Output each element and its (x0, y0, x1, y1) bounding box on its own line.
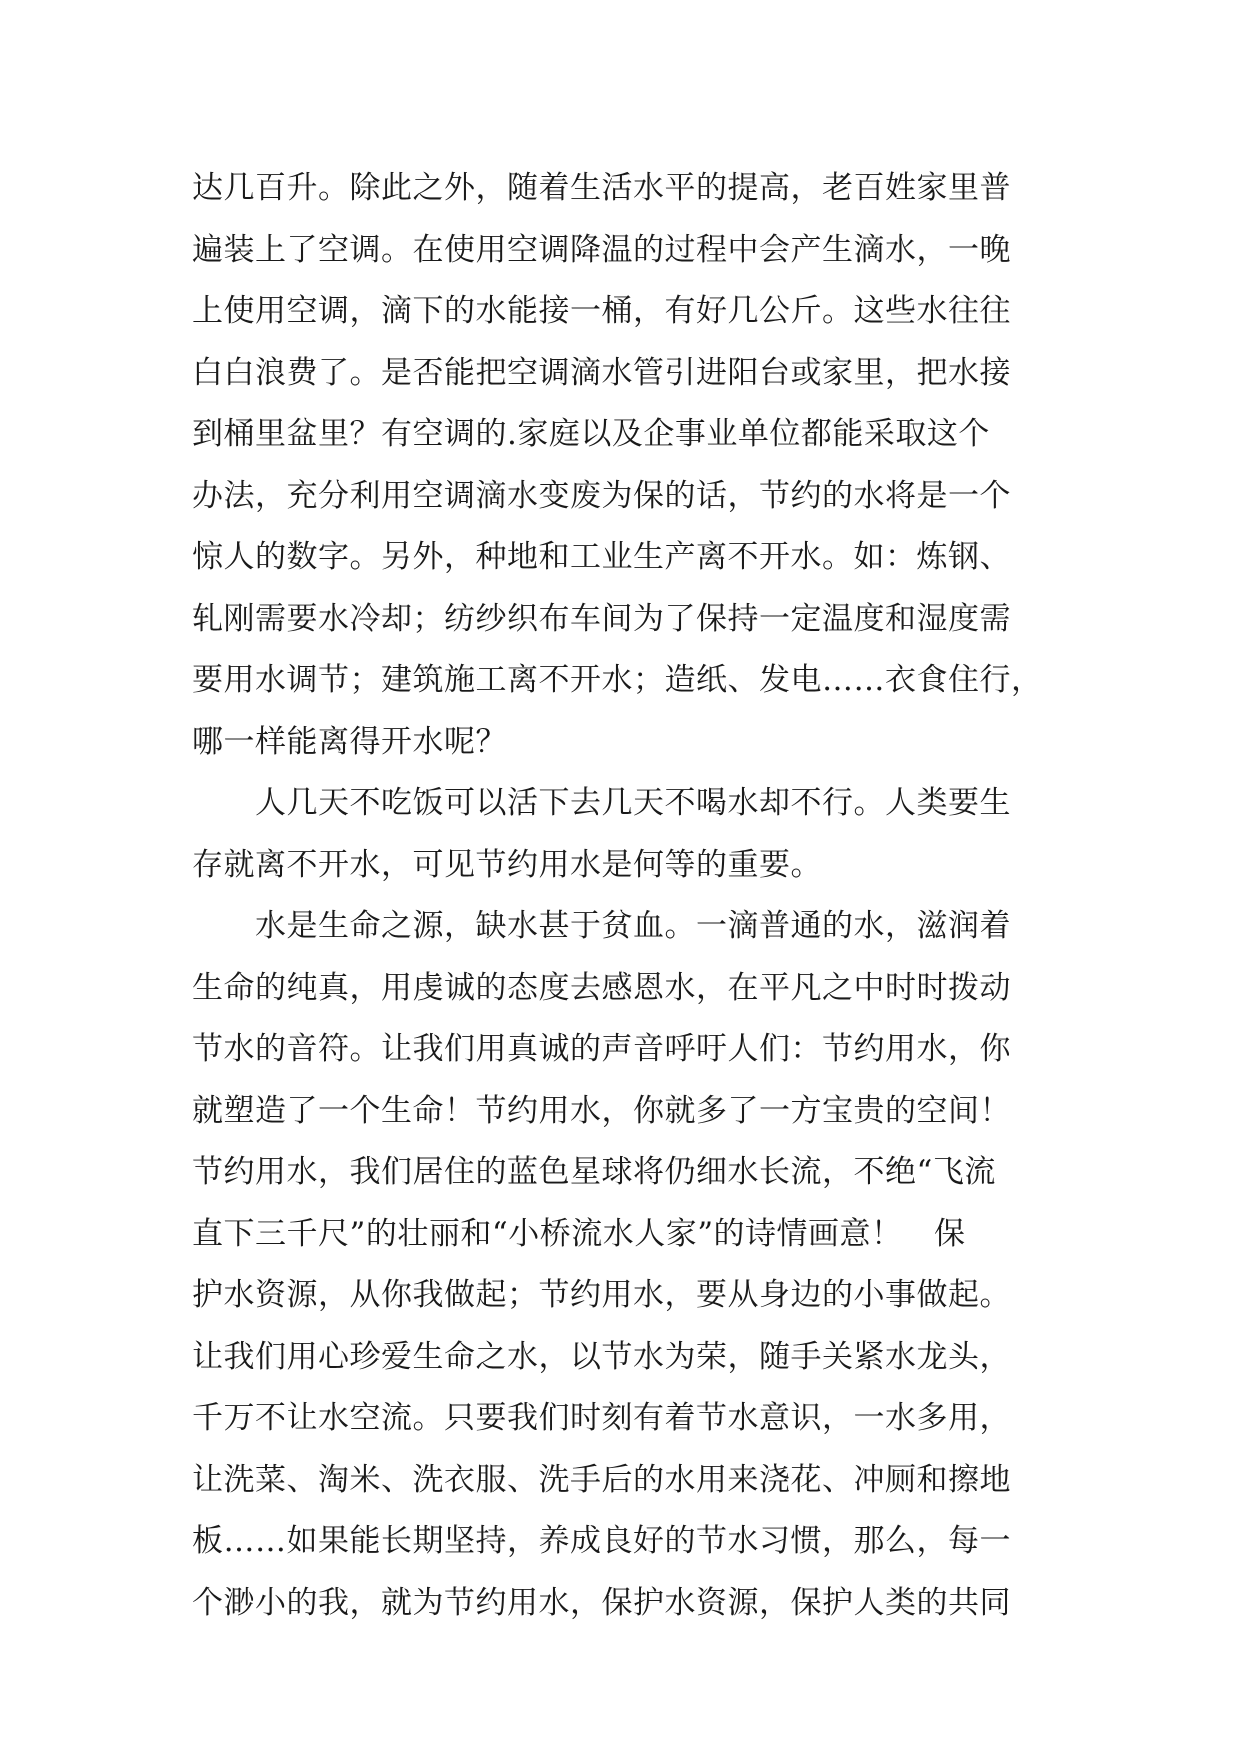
text-line: 护水资源，从你我做起；节约用水，要从身边的小事做起。 (192, 1277, 1011, 1313)
text-line: 上使用空调，滴下的水能接一桶，有好几公斤。这些水往往 (192, 293, 1011, 329)
body-text (192, 158, 1072, 1634)
text-line: 就塑造了一个生命！节约用水，你就多了一方宝贵的空间！ (192, 1092, 1011, 1129)
text-line: 存就离不开水，可见节约用水是何等的重要。 (192, 846, 822, 883)
text-line: 轧刚需要水冷却；纺纱织布车间为了保持一定温度和湿度需 (192, 600, 1011, 637)
text-line: 达几百升。除此之外，随着生活水平的提高，老百姓家里普 (192, 170, 1011, 206)
text-line: 遍装上了空调。在使用空调降温的过程中会产生滴水，一晚 (192, 231, 1011, 268)
text-line: 节水的音符。让我们用真诚的声音呼吁人们：节约用水，你 (192, 1031, 1011, 1067)
text-line: 让洗菜、淘米、洗衣服、洗手后的水用来浇花、冲厕和擦地 (192, 1461, 1011, 1498)
text-line: 节约用水，我们居住的蓝色星球将仍细水长流，不绝“飞流 (192, 1154, 996, 1190)
text-line: 生命的纯真，用虔诚的态度去感恩水，在平凡之中时时拨动 (192, 969, 1011, 1006)
text-line: 惊人的数字。另外，种地和工业生产离不开水。如：炼钢、 (192, 539, 1011, 575)
text-line: 人几天不吃饭可以活下去几天不喝水却不行。人类要生 (192, 785, 1011, 821)
text-line: 白白浪费了。是否能把空调滴水管引进阳台或家里，把水接 (192, 354, 1011, 391)
text-line: 办法，充分利用空调滴水变废为保的话，节约的水将是一个 (192, 477, 1011, 514)
text-line: 个渺小的我，就为节约用水，保护水资源，保护人类的共同 (192, 1584, 1011, 1621)
text-line: 到桶里盆里？有空调的.家庭以及企事业单位都能采取这个 (192, 416, 990, 452)
text-line: 水是生命之源，缺水甚于贫血。一滴普通的水，滋润着 (192, 908, 1011, 944)
text-line: 要用水调节；建筑施工离不开水；造纸、发电……衣食住行， (192, 662, 1043, 698)
text-line: 千万不让水空流。只要我们时刻有着节水意识，一水多用， (192, 1400, 1011, 1436)
text-line: 板……如果能长期坚持，养成良好的节水习惯，那么，每一 (192, 1523, 1011, 1559)
text-line: 哪一样能离得开水呢？ (192, 723, 507, 760)
text-line: 让我们用心珍爱生命之水，以节水为荣，随手关紧水龙头， (192, 1338, 1011, 1375)
text-line: 直下三千尺”的壮丽和“小桥流水人家”的诗情画意！ 保 (192, 1215, 966, 1252)
